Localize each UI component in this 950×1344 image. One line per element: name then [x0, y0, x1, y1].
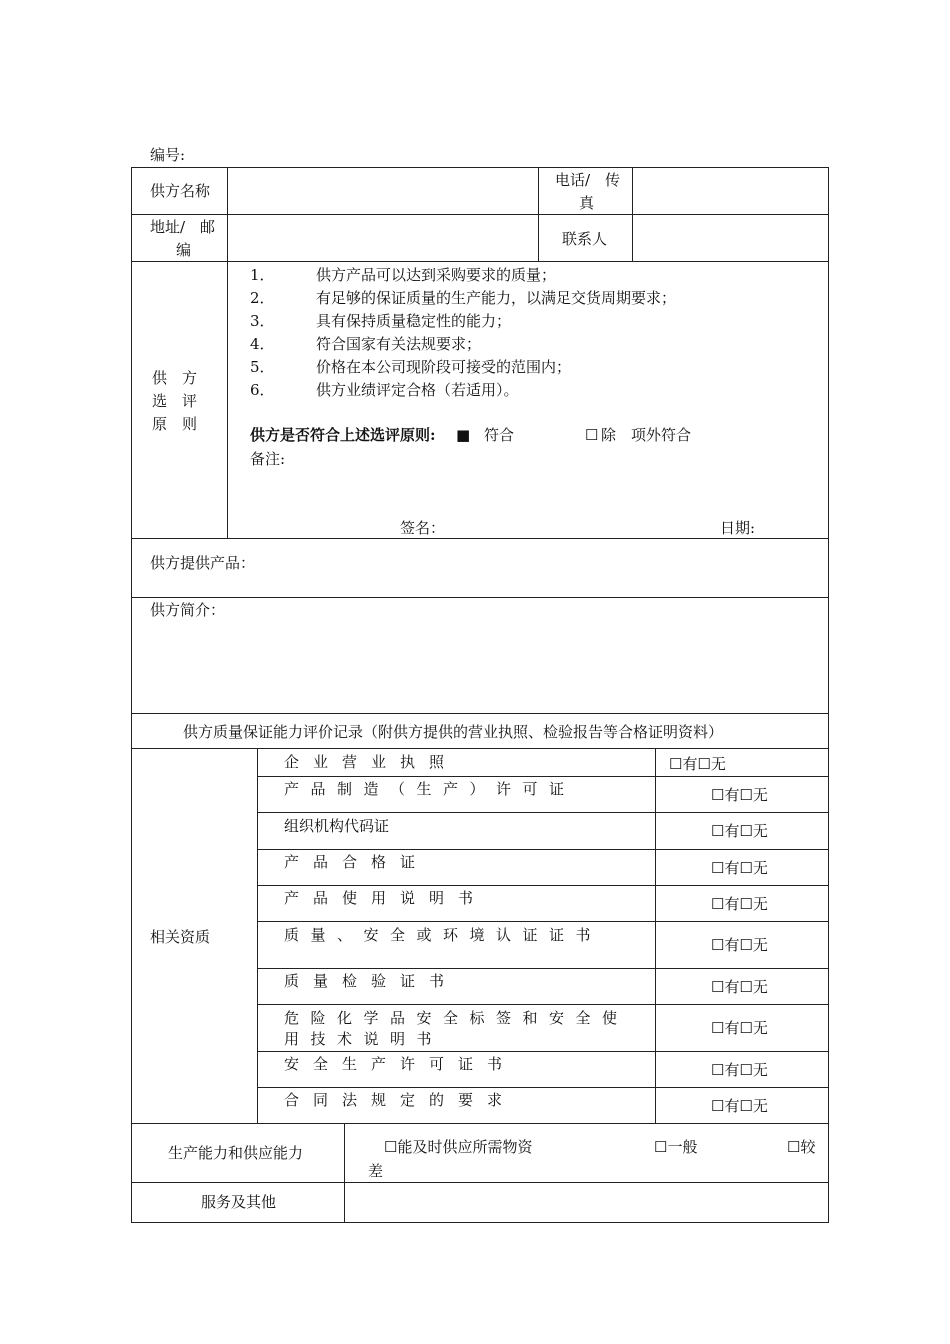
qualification-name: 产品制造（生产）许可证 [284, 780, 576, 798]
qualification-name: 组织机构代码证 [284, 817, 390, 835]
criteria-item-number: 5． [250, 358, 275, 376]
qualification-status-checkboxes[interactable]: ☐有☐无 [711, 1097, 768, 1115]
criteria-item-text: 符合国家有关法规要求； [316, 335, 482, 353]
criteria-item-number: 4． [250, 335, 275, 353]
capacity-option-poor-cont: 差 [368, 1162, 384, 1180]
criteria-item-text: 价格在本公司现阶段可接受的范围内； [316, 358, 572, 376]
qualification-status-checkboxes[interactable]: ☐有☐无 [711, 786, 768, 804]
capacity-option-timely[interactable]: ☐能及时供应所需物资 [384, 1138, 533, 1156]
document-number-label: 编号: [150, 146, 186, 164]
except-checkbox[interactable]: ☐ [585, 426, 599, 444]
except-option-label: 除 项外符合 [601, 426, 692, 444]
supplied-products-label: 供方提供产品： [150, 554, 256, 572]
conformity-question: 供方是否符合上述选评原则: [250, 426, 436, 444]
qualification-name: 质量检验证书 [284, 972, 459, 990]
criteria-item-text: 有足够的保证质量的生产能力，以满足交货周期要求； [316, 289, 677, 307]
criteria-side-line: 供 方 [152, 369, 198, 387]
qualification-name: 安全生产许可证书 [284, 1055, 517, 1073]
quality-record-title: 供方质量保证能力评价记录（附供方提供的营业执照、检验报告等合格证明资料） [183, 723, 724, 741]
address-postcode-label: 地址/ 邮 [150, 218, 216, 236]
capacity-option-poor[interactable]: ☐较 [787, 1138, 816, 1156]
qualification-status-checkboxes[interactable]: ☐有☐无 [711, 1019, 768, 1037]
address-postcode-label-cont: 编 [176, 241, 192, 259]
qualification-name: 质量、安全或环境认证证书 [284, 926, 603, 944]
service-other-label: 服务及其他 [201, 1193, 277, 1211]
qualification-status-checkboxes[interactable]: ☐有☐无 [669, 755, 726, 773]
qualification-name: 危险化学品安全标签和安全使用技术说明书 [284, 1009, 629, 1048]
criteria-item-text: 具有保持质量稳定性的能力； [316, 312, 512, 330]
remark-label: 备注: [250, 450, 286, 468]
conform-checkbox-checked[interactable]: ■ [456, 426, 471, 444]
supplier-profile-label: 供方简介： [150, 601, 226, 619]
signature-label: 签名： [400, 519, 446, 537]
criteria-item-text: 供方产品可以达到采购要求的质量； [316, 266, 557, 284]
qualification-status-checkboxes[interactable]: ☐有☐无 [711, 936, 768, 954]
capacity-label: 生产能力和供应能力 [168, 1144, 304, 1162]
qualification-status-checkboxes[interactable]: ☐有☐无 [711, 822, 768, 840]
criteria-item-number: 2． [250, 289, 275, 307]
criteria-side-line: 选 评 [152, 392, 198, 410]
criteria-item-number: 3． [250, 312, 275, 330]
conform-option-label: 符合 [484, 426, 515, 444]
qualification-status-checkboxes[interactable]: ☐有☐无 [711, 895, 768, 913]
phone-fax-label: 电话/ 传 [555, 171, 621, 189]
criteria-item-number: 6． [250, 381, 275, 399]
qualification-status-checkboxes[interactable]: ☐有☐无 [711, 859, 768, 877]
qualification-name: 企业营业执照 [284, 753, 459, 771]
criteria-side-line: 原 则 [152, 415, 198, 433]
qualification-status-checkboxes[interactable]: ☐有☐无 [711, 978, 768, 996]
qualification-name: 产品合格证 [284, 853, 430, 871]
qualification-status-checkboxes[interactable]: ☐有☐无 [711, 1061, 768, 1079]
qualifications-side-label: 相关资质 [150, 928, 211, 946]
qualification-name: 合同法规定的要求 [284, 1091, 517, 1109]
contact-person-label: 联系人 [562, 230, 608, 248]
date-label: 日期: [720, 519, 756, 537]
supplier-name-label: 供方名称 [150, 182, 211, 200]
qualification-name: 产品使用说明书 [284, 889, 488, 907]
capacity-option-average[interactable]: ☐一般 [654, 1138, 698, 1156]
criteria-item-number: 1． [250, 266, 275, 284]
criteria-item-text: 供方业绩评定合格（若适用）。 [316, 381, 519, 399]
phone-fax-label-cont: 真 [579, 194, 595, 212]
